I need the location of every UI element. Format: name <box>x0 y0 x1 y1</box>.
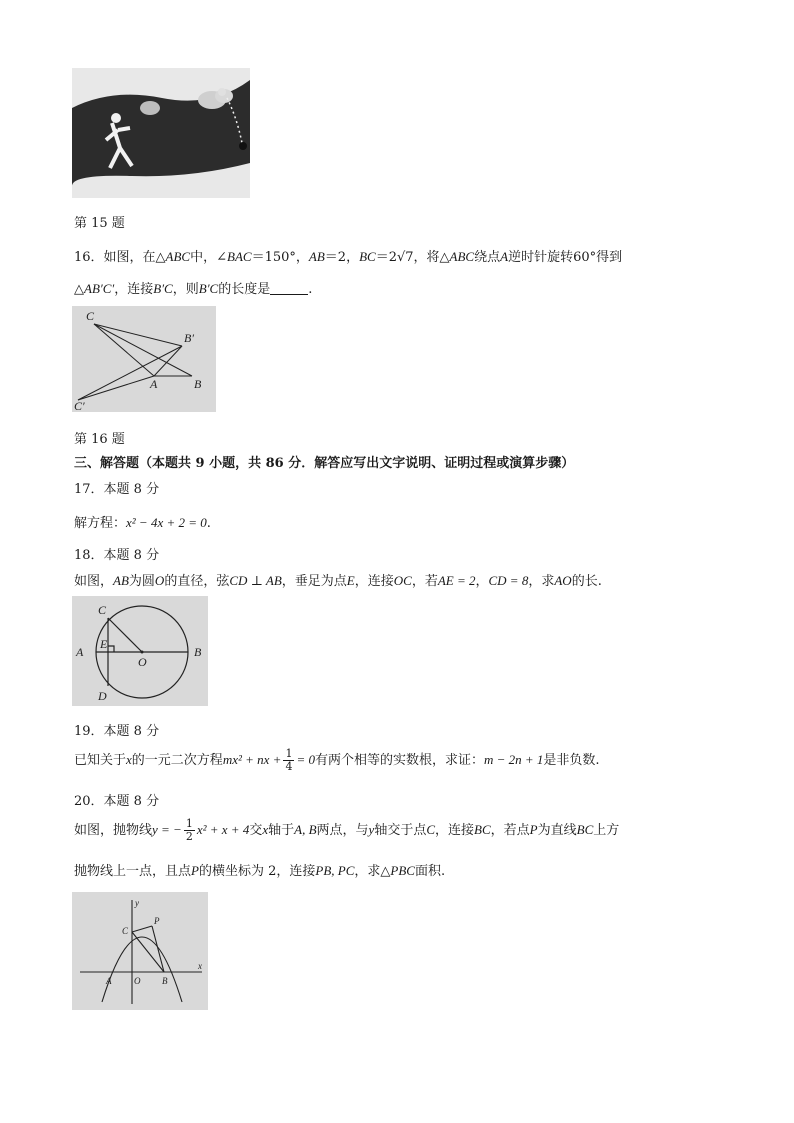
q16-text: ＝150°， <box>251 250 309 265</box>
q18-text: ， <box>475 574 489 589</box>
q16-caption: 第 16 题 <box>74 432 125 447</box>
q15-caption: 第 15 题 <box>74 216 125 231</box>
q16-label-C-prime: C′ <box>74 399 85 412</box>
q17-body <box>74 512 211 531</box>
q16-figure-drawing <box>72 306 216 412</box>
q16-label-C: C <box>86 309 95 323</box>
q20-text: P <box>529 822 538 837</box>
q20-text: 抛物线上一点，且点 <box>74 864 192 879</box>
q20-text: C <box>426 822 436 837</box>
q16-text: A <box>500 249 509 264</box>
q19-fraction <box>283 748 294 773</box>
q20-text: 如图，抛物线 <box>74 823 153 838</box>
q18-text: E <box>346 573 355 588</box>
fraction-numerator: 1 <box>285 747 293 760</box>
q20-label-O: O <box>134 976 141 986</box>
q20-text: 面积. <box>414 864 446 879</box>
fraction-denominator: 4 <box>285 760 293 773</box>
q19-head: 19．本题 8 分 <box>74 724 160 739</box>
section3-title: 三、解答题（本题共 9 小题，共 86 分．解答应写出文字说明、证明过程或演算步骤） <box>74 456 575 471</box>
q18-head: 18．本题 8 分 <box>74 548 160 563</box>
q20-text: BC <box>474 822 491 837</box>
q18-text: CD ⊥ AB <box>229 573 282 588</box>
q17-text: 解方程： <box>74 516 127 531</box>
q20-label-C: C <box>122 926 129 936</box>
q17-text: . <box>206 516 211 531</box>
q20-figure <box>72 892 208 1010</box>
q20-text: ，若点 <box>490 823 530 838</box>
q16-text: AB <box>308 249 325 264</box>
q20-text: PBC <box>390 863 415 878</box>
q16-text: 中，∠ <box>190 250 228 265</box>
q18-text: ，连接 <box>354 574 394 589</box>
q16-text: AB′C′ <box>84 281 115 296</box>
q18-text: 的长. <box>571 574 602 589</box>
q17-equation: x² − 4x + 2 = 0 <box>126 515 207 530</box>
q16-number: 16． <box>74 250 104 265</box>
q16-figure <box>72 306 216 412</box>
q16-label-B-prime: B′ <box>184 331 194 345</box>
q20-line2 <box>74 860 445 879</box>
q19-text: x <box>126 752 132 767</box>
q20-text: 轴交于点 <box>374 823 427 838</box>
q18-text: AO <box>554 573 572 588</box>
fraction-numerator: 1 <box>185 817 193 830</box>
q19-body <box>74 748 600 773</box>
q20-label-P: P <box>154 916 160 926</box>
q20-text: 为直线 <box>537 823 577 838</box>
q20-text: A, B <box>294 822 317 837</box>
q18-text: OC <box>393 573 412 588</box>
q16-line2 <box>74 278 312 297</box>
q16-text: ＝2√7，将△ <box>375 250 450 265</box>
q16-label-B: B <box>194 377 202 391</box>
q20-figure-drawing <box>72 892 208 1010</box>
q18-text: AB <box>113 573 129 588</box>
q18-text: O <box>154 573 165 588</box>
q18-text: CD = 8 <box>488 573 529 588</box>
q20-text: 交 <box>249 823 263 838</box>
q16-text: ，则 <box>172 282 199 297</box>
q18-label-C: C <box>98 603 107 617</box>
q18-text: ，求 <box>528 574 555 589</box>
q15-figure <box>72 68 250 198</box>
q20-text: x <box>262 822 269 837</box>
q20-text: PB, PC <box>315 863 355 878</box>
q20-text: 轴于 <box>268 823 295 838</box>
q16-text: B′C <box>153 281 173 296</box>
q16-text: ＝2， <box>324 250 360 265</box>
q20-text: ，连接 <box>435 823 475 838</box>
q16-text: 逆时针旋转60°得到 <box>508 250 623 265</box>
q17-head: 17．本题 8 分 <box>74 482 160 497</box>
q20-label-A: A <box>106 976 112 986</box>
q16-text: . <box>308 282 313 297</box>
q18-label-B: B <box>194 645 202 659</box>
q20-text: P <box>191 863 199 878</box>
q18-text: 的直径，弦 <box>164 574 230 589</box>
q20-head: 20．本题 8 分 <box>74 794 160 809</box>
q20-text: 上方 <box>593 823 620 838</box>
q19-text: 已知关于 <box>74 753 127 768</box>
q18-text: ，垂足为点 <box>281 574 347 589</box>
answer-blank <box>270 282 308 295</box>
q16-text: ABC <box>165 249 191 264</box>
q16-text: ABC <box>449 249 475 264</box>
q18-figure <box>72 596 208 706</box>
q19-equation: mx² + nx + <box>222 752 282 767</box>
q18-text: 为圆 <box>128 574 155 589</box>
q16-text: B′C <box>198 281 219 296</box>
q20-text: 的横坐标为 2，连接 <box>198 864 316 879</box>
q20-text: y <box>368 822 375 837</box>
q19-text: 的一元二次方程 <box>131 753 223 768</box>
q18-label-D: D <box>98 689 107 703</box>
q19-text: 有两个相等的实数根，求证： <box>314 753 484 768</box>
q18-text: ，若 <box>411 574 438 589</box>
q16-text: BC <box>359 249 376 264</box>
q19-expression: m − 2n + 1 <box>483 752 544 767</box>
q16-text: 绕点 <box>474 250 501 265</box>
q16-label-A: A <box>150 377 158 391</box>
q16-text: 的长度是 <box>218 282 271 297</box>
q20-equation: y = − <box>152 822 182 837</box>
q20-label-B: B <box>162 976 168 986</box>
q16-text: BAC <box>227 249 252 264</box>
q18-body <box>74 570 602 589</box>
q20-label-x: x <box>198 961 202 971</box>
q20-fraction <box>184 818 195 843</box>
q20-text: BC <box>576 822 594 837</box>
q20-text: 两点，与 <box>316 823 369 838</box>
q19-text: 是非负数. <box>543 753 600 768</box>
q18-label-A: A <box>76 645 84 659</box>
q16-text: 如图，在△ <box>103 250 166 265</box>
q20-label-y: y <box>135 898 139 908</box>
q18-text: 如图， <box>74 574 114 589</box>
fraction-denominator: 2 <box>185 830 193 843</box>
q15-figure-drawing <box>72 68 250 198</box>
q18-label-E: E <box>100 637 108 651</box>
q16-text: ，连接 <box>114 282 154 297</box>
q16-text: △ <box>74 282 84 297</box>
q19-equation: = 0 <box>296 752 315 767</box>
q18-figure-drawing <box>72 596 208 706</box>
q20-text: ，求△ <box>354 864 391 879</box>
q20-line1 <box>74 818 619 843</box>
q18-label-O: O <box>138 655 147 669</box>
q18-text: AE = 2 <box>437 573 476 588</box>
q16-line1 <box>74 246 622 265</box>
q20-equation: x² + x + 4 <box>196 822 250 837</box>
